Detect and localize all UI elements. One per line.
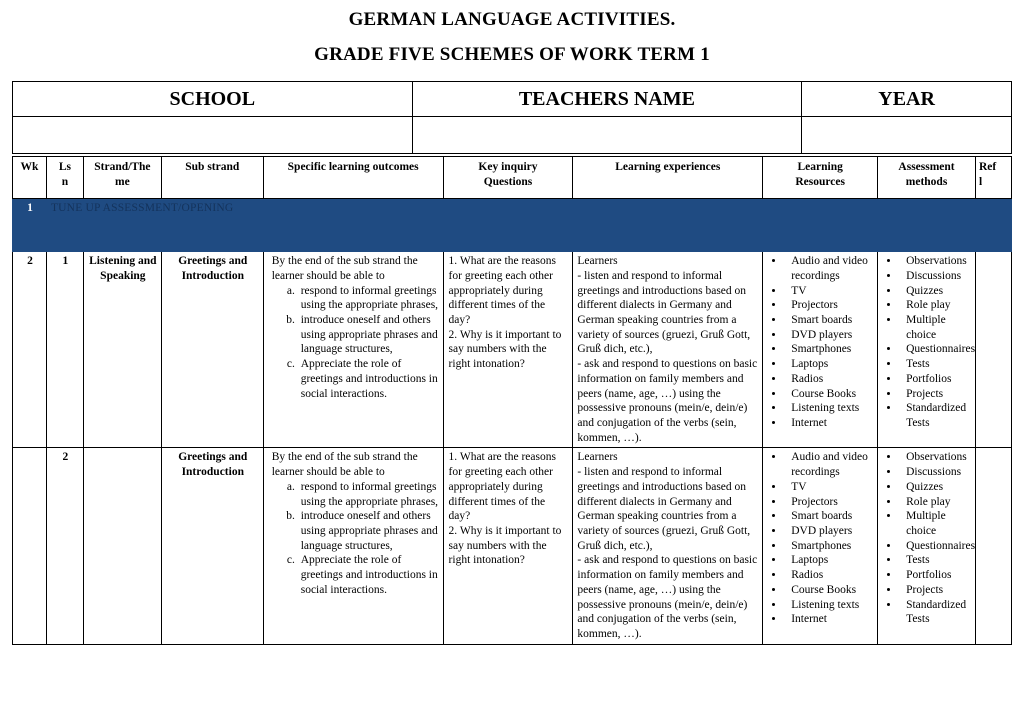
list-item: • Standardized Tests (900, 598, 972, 627)
column-header-kiq-line1: Key inquiry (478, 161, 538, 174)
cell-strand-theme: Listening and Speaking (83, 252, 161, 448)
banner-filler-kiq (443, 199, 573, 252)
list-item: • Audio and video recordings (785, 450, 874, 479)
column-header-strand-theme (83, 157, 161, 199)
kiq-item: 2. Why is it important to say numbers with the right intonation? (448, 328, 562, 371)
column-header-resources-line2: Resources (795, 176, 845, 189)
column-header-specific-learning-outcomes: Specific learning outcomes (263, 157, 443, 199)
outcomes-intro: By the end of the sub strand the learner should be able to (271, 255, 418, 282)
list-item: • Discussions (900, 465, 972, 480)
info-header-school: SCHOOL (13, 82, 413, 117)
list-item: • Smart boards (785, 313, 874, 328)
column-header-strand-line2: me (115, 176, 130, 189)
cell-lesson: 2 (46, 448, 83, 644)
list-item: • Laptops (785, 357, 874, 372)
cell-assessment-methods (878, 252, 976, 448)
cell-learning-resources (763, 448, 878, 644)
cell-sub-strand: Greetings and Introduction (161, 252, 263, 448)
column-header-lesson-line1: Ls (58, 161, 71, 174)
column-header-resources-line1: Learning (797, 161, 843, 174)
experiences-intro: Learners (577, 451, 618, 464)
list-item: c. Appreciate the role of greetings and introductions in social interactions. (298, 357, 440, 401)
list-item: • DVD players (785, 524, 874, 539)
list-item: • Course Books (785, 387, 874, 402)
cell-learning-resources (763, 252, 878, 448)
cell-specific-learning-outcomes (263, 252, 443, 448)
experiences-intro: Learners (577, 255, 618, 268)
resources-list (767, 254, 874, 431)
column-header-wk: Wk (13, 157, 47, 199)
list-item: • Listening texts (785, 598, 874, 613)
list-item: • Smartphones (785, 342, 874, 357)
kiq-item: 2. Why is it important to say numbers with the right intonation? (448, 525, 562, 567)
info-header-year: YEAR (802, 82, 1012, 117)
cell-specific-learning-outcomes (263, 448, 443, 644)
list-item: • Radios (785, 372, 874, 387)
tune-up-banner-row (13, 199, 1012, 252)
list-item: • Projectors (785, 298, 874, 313)
list-item: • Tests (900, 357, 972, 372)
list-item: • Smart boards (785, 509, 874, 524)
cell-sub-strand: Greetings and Introduction (161, 448, 263, 644)
list-item: • Role play (900, 298, 972, 313)
info-value-year[interactable] (802, 117, 1012, 154)
list-item: • Observations (900, 450, 972, 465)
list-item: • Observations (900, 254, 972, 269)
experiences-item: - listen and respond to informal greetings and introductions based on different dialects in Germany and German speaking countries from a variety of sources (gruezi, Gruß Gott, Gruß dich, etc.), (577, 466, 751, 552)
list-item: b. introduce oneself and others using appropriate phrases and language structures, (298, 313, 440, 357)
banner-label: TUNE UP ASSESSMENT/OPENING (46, 199, 443, 252)
list-item: • Questionnaires (900, 539, 972, 554)
column-header-learning-experiences: Learning experiences (573, 157, 763, 199)
list-item: • Course Books (785, 583, 874, 598)
list-item: c. Appreciate the role of greetings and introductions in social interactions. (298, 553, 440, 597)
cell-learning-experiences (573, 448, 763, 644)
cell-lesson: 1 (46, 252, 83, 448)
list-item: • TV (785, 284, 874, 299)
cell-week: 2 (13, 252, 47, 448)
column-header-kiq-line2: Questions (483, 176, 533, 189)
table-header-row (13, 157, 1012, 199)
cell-ref (975, 252, 1011, 448)
list-item: • Projects (900, 583, 972, 598)
cell-learning-experiences (573, 252, 763, 448)
column-header-assessment-methods (878, 157, 976, 199)
table-body (13, 199, 1012, 645)
info-value-school[interactable] (13, 117, 413, 154)
list-item: • TV (785, 480, 874, 495)
info-value-row (13, 117, 1012, 154)
kiq-item: 1. What are the reasons for greeting each other appropriately during different times of the day? (448, 255, 556, 326)
cell-week (13, 448, 47, 644)
banner-filler-resources (763, 199, 878, 252)
column-header-ref (975, 157, 1011, 199)
resources-list (767, 450, 874, 627)
list-item: • Quizzes (900, 480, 972, 495)
list-item: • Laptops (785, 553, 874, 568)
banner-filler-ref (975, 199, 1011, 252)
list-item: • Portfolios (900, 568, 972, 583)
list-item: • Smartphones (785, 539, 874, 554)
list-item: • Listening texts (785, 401, 874, 416)
cell-assessment-methods (878, 448, 976, 644)
outcomes-intro: By the end of the sub strand the learner should be able to (271, 451, 418, 479)
assessment-list (882, 450, 976, 627)
list-item: • Multiple choice (900, 313, 972, 342)
column-header-assessment-line1: Assessment (898, 161, 955, 174)
list-item: • Projects (900, 387, 972, 402)
column-header-key-inquiry-questions (443, 157, 573, 199)
list-item: • Standardized Tests (900, 401, 972, 430)
list-item: • Internet (785, 612, 874, 627)
page-title: GERMAN LANGUAGE ACTIVITIES. (348, 9, 676, 30)
table-row (13, 252, 1012, 448)
column-header-ref-line2: l (978, 176, 983, 189)
banner-filler-experiences (573, 199, 763, 252)
document-titles (0, 0, 1024, 68)
column-header-ref-line1: Ref (978, 161, 997, 174)
cell-key-inquiry-questions (443, 252, 573, 448)
cell-key-inquiry-questions (443, 448, 573, 644)
cell-strand-theme (83, 448, 161, 644)
banner-week-number: 1 (13, 199, 47, 252)
list-item: • Multiple choice (900, 509, 972, 538)
list-item: • Audio and video recordings (785, 254, 874, 283)
experiences-item: - listen and respond to informal greetings and introductions based on different dialects in Germany and German speaking countries from a variety of sources (gruezi, Gruß Gott, Gruß dich, etc.), (577, 269, 751, 356)
schemes-of-work-table (12, 156, 1012, 645)
list-item: • DVD players (785, 328, 874, 343)
column-header-lesson (46, 157, 83, 199)
list-item: • Quizzes (900, 284, 972, 299)
list-item: • Tests (900, 553, 972, 568)
table-row (13, 448, 1012, 644)
column-header-lesson-line2: n (61, 176, 69, 189)
cell-ref (975, 448, 1011, 644)
list-item: a. respond to informal greetings using the appropriate phrases, (298, 284, 440, 313)
column-header-sub-strand: Sub strand (161, 157, 263, 199)
column-header-strand-line1: Strand/The (94, 161, 151, 174)
page-subtitle: GRADE FIVE SCHEMES OF WORK TERM 1 (314, 43, 710, 65)
list-item: • Radios (785, 568, 874, 583)
list-item: • Discussions (900, 269, 972, 284)
assessment-list (882, 254, 976, 431)
experiences-item: - ask and respond to questions on basic information on family members and peers (name, age, …) using the possessive pronouns (mein/e, dein/e) and conjugation of the verbs (sein, kommen, …). (577, 554, 758, 641)
list-item: • Role play (900, 495, 972, 510)
outcomes-list (268, 284, 440, 402)
info-header-teachers-name: TEACHERS NAME (412, 82, 802, 117)
list-item: • Questionnaires (900, 342, 972, 357)
list-item: • Portfolios (900, 372, 972, 387)
info-value-teachers-name[interactable] (412, 117, 802, 154)
list-item: • Internet (785, 416, 874, 431)
info-header-row (13, 82, 1012, 117)
list-item: • Projectors (785, 495, 874, 510)
kiq-item: 1. What are the reasons for greeting each other appropriately during different times of the day? (448, 451, 556, 523)
experiences-item: - ask and respond to questions on basic information on family members and peers (name, age, …) using the possessive pronouns (mein/e, dein/e) and conjugation of the verbs (sein, kommen, …). (577, 358, 758, 444)
outcomes-list (268, 480, 440, 598)
banner-filler-assessment (878, 199, 976, 252)
list-item: a. respond to informal greetings using the appropriate phrases, (298, 480, 440, 509)
school-info-table (12, 81, 1012, 154)
list-item: b. introduce oneself and others using appropriate phrases and language structures, (298, 509, 440, 553)
column-header-learning-resources (763, 157, 878, 199)
column-header-assessment-line2: methods (905, 176, 948, 189)
